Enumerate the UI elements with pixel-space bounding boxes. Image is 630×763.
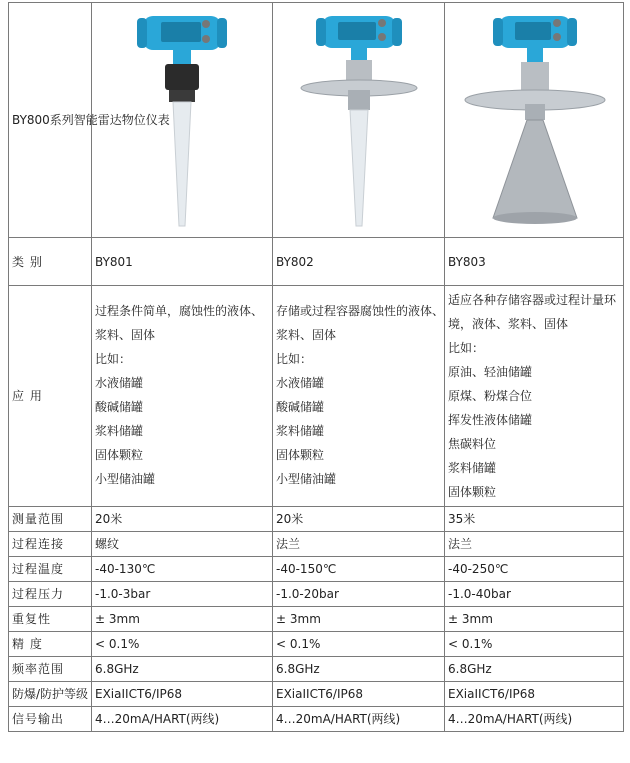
signal-value-1: 4…20mA/HART(两线) xyxy=(92,707,273,732)
range-label: 测量范围 xyxy=(9,507,92,532)
temperature-value-1: -40-130℃ xyxy=(92,557,273,582)
category-row xyxy=(9,238,624,286)
application-line: 过程条件简单，腐蚀性的液体、 xyxy=(95,304,264,318)
application-line: 适应各种存储容器或过程计量环 xyxy=(448,293,617,307)
application-line: 浆料储罐 xyxy=(95,424,144,438)
category-label: 类 别 xyxy=(9,238,92,286)
application-line: 固体颗粒 xyxy=(95,448,144,462)
image-row xyxy=(9,3,624,238)
application-col-1 xyxy=(92,286,273,507)
application-line: 小型储油罐 xyxy=(276,472,337,486)
frequency-value-1: 6.8GHz xyxy=(92,657,273,682)
application-line: 小型储油罐 xyxy=(95,472,156,486)
application-line: 固体颗粒 xyxy=(448,485,497,499)
application-line: 浆料储罐 xyxy=(448,461,497,475)
application-line: 酸碱储罐 xyxy=(276,400,325,414)
temperature-value-3: -40-250℃ xyxy=(445,557,624,582)
protection-value-3: EXiaIICT6/IP68 xyxy=(445,682,624,707)
category-value-2: BY802 xyxy=(273,238,445,286)
signal-row xyxy=(9,707,624,732)
protection-value-2: EXiaIICT6/IP68 xyxy=(273,682,445,707)
repeatability-label: 重复性 xyxy=(9,607,92,632)
application-line: 固体颗粒 xyxy=(276,448,325,462)
application-line: 浆料、固体 xyxy=(276,328,337,342)
radar-horn-antenna-icon xyxy=(459,8,609,233)
application-line: 挥发性液体储罐 xyxy=(448,413,533,427)
protection-label: 防爆/防护等级 xyxy=(9,682,92,707)
product-image-by803 xyxy=(445,3,624,238)
radar-flange-rod-antenna-icon xyxy=(294,8,424,233)
application-line: 焦碳料位 xyxy=(448,437,497,451)
series-title: BY800系列智能雷达物位仪表 xyxy=(9,3,92,238)
application-line: 水液储罐 xyxy=(95,376,144,390)
frequency-value-3: 6.8GHz xyxy=(445,657,624,682)
range-value-3: 35米 xyxy=(445,507,624,532)
application-col-3 xyxy=(445,286,624,507)
range-value-2: 20米 xyxy=(273,507,445,532)
application-line: 比如： xyxy=(448,341,485,355)
signal-label: 信号输出 xyxy=(9,707,92,732)
repeatability-row xyxy=(9,607,624,632)
connection-label: 过程连接 xyxy=(9,532,92,557)
temperature-label: 过程温度 xyxy=(9,557,92,582)
accuracy-value-2: < 0.1% xyxy=(273,632,445,657)
range-row xyxy=(9,507,624,532)
repeatability-value-3: ± 3mm xyxy=(445,607,624,632)
product-image-by802 xyxy=(273,3,445,238)
connection-value-2: 法兰 xyxy=(273,532,445,557)
frequency-row xyxy=(9,657,624,682)
category-value-1: BY801 xyxy=(92,238,273,286)
repeatability-value-1: ± 3mm xyxy=(92,607,273,632)
connection-value-3: 法兰 xyxy=(445,532,624,557)
frequency-value-2: 6.8GHz xyxy=(273,657,445,682)
protection-value-1: EXiaIICT6/IP68 xyxy=(92,682,273,707)
connection-row xyxy=(9,532,624,557)
application-line: 比如： xyxy=(276,352,313,366)
connection-value-1: 螺纹 xyxy=(92,532,273,557)
repeatability-value-2: ± 3mm xyxy=(273,607,445,632)
signal-value-2: 4…20mA/HART(两线) xyxy=(273,707,445,732)
application-line: 浆料储罐 xyxy=(276,424,325,438)
frequency-label: 频率范围 xyxy=(9,657,92,682)
application-label: 应 用 xyxy=(9,286,92,507)
category-value-3: BY803 xyxy=(445,238,624,286)
pressure-row xyxy=(9,582,624,607)
accuracy-label: 精 度 xyxy=(9,632,92,657)
accuracy-value-3: < 0.1% xyxy=(445,632,624,657)
accuracy-value-1: < 0.1% xyxy=(92,632,273,657)
temperature-row xyxy=(9,557,624,582)
application-line: 酸碱储罐 xyxy=(95,400,144,414)
application-line: 浆料、固体 xyxy=(95,328,156,342)
application-line: 存储或过程容器腐蚀性的液体、 xyxy=(276,304,445,318)
protection-row xyxy=(9,682,624,707)
spec-table xyxy=(8,2,624,732)
application-line: 原煤、粉煤合位 xyxy=(448,389,533,403)
application-line: 比如： xyxy=(95,352,132,366)
accuracy-row xyxy=(9,632,624,657)
pressure-value-3: -1.0-40bar xyxy=(445,582,624,607)
pressure-label: 过程压力 xyxy=(9,582,92,607)
application-col-2 xyxy=(273,286,445,507)
pressure-value-2: -1.0-20bar xyxy=(273,582,445,607)
temperature-value-2: -40-150℃ xyxy=(273,557,445,582)
pressure-value-1: -1.0-3bar xyxy=(92,582,273,607)
application-line: 境，液体、浆料、固体 xyxy=(448,317,569,331)
signal-value-3: 4…20mA/HART(两线) xyxy=(445,707,624,732)
application-row xyxy=(9,286,624,507)
application-line: 水液储罐 xyxy=(276,376,325,390)
application-line: 原油、轻油储罐 xyxy=(448,365,533,379)
range-value-1: 20米 xyxy=(92,507,273,532)
